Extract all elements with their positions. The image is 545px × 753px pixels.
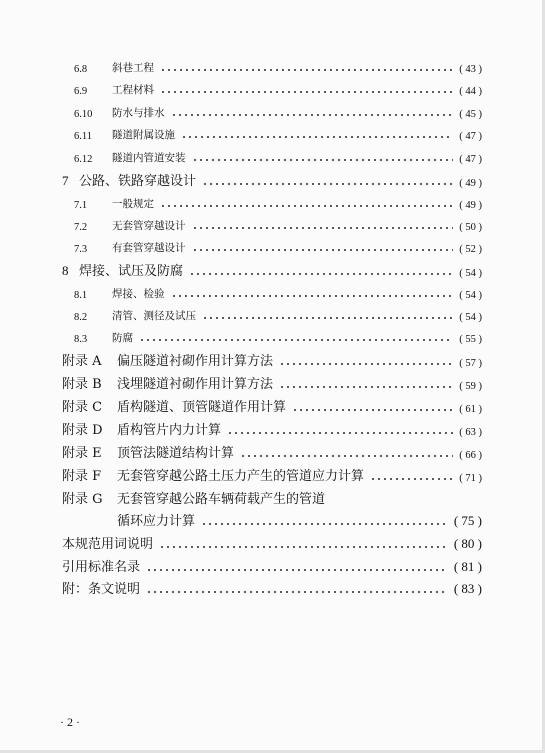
toc-appendix-entry[interactable] [62, 398, 482, 415]
toc-entry-continuation[interactable] [117, 512, 482, 529]
dot-leader [192, 227, 454, 229]
toc-page-number: ( 66 ) [459, 450, 482, 461]
toc-appendix-entry[interactable] [62, 375, 482, 392]
toc-entry[interactable] [74, 287, 482, 301]
toc-appendix-entry[interactable] [62, 467, 482, 484]
toc-title: 引用标准名录 [62, 560, 141, 575]
toc-number: 8.1 [74, 290, 88, 301]
dot-leader [192, 159, 454, 161]
dot-leader [171, 114, 454, 116]
toc-title: 斜巷工程 [112, 62, 154, 74]
toc-entry[interactable] [74, 309, 482, 323]
dot-leader [202, 317, 453, 319]
toc-title: 焊接、试压及防腐 [79, 264, 184, 279]
toc-title: 隧道内管道安装 [112, 152, 186, 164]
toc-appendix-entry[interactable] [62, 421, 482, 438]
toc-number: 7.1 [74, 200, 88, 211]
dot-leader [146, 569, 448, 571]
toc-number: 6.9 [74, 86, 88, 97]
toc-number: 8.2 [74, 312, 88, 323]
toc-title: 防腐 [112, 332, 133, 344]
toc-title: 循环应力计算 [117, 514, 196, 529]
toc-title: 浅埋隧道衬砌作用计算方法 [117, 377, 274, 392]
toc-number: 7.3 [74, 244, 88, 255]
toc-title: 顶管法隧道结构计算 [117, 446, 235, 461]
toc-title: 盾构管片内力计算 [117, 423, 222, 438]
toc-page-number: ( 61 ) [459, 404, 482, 415]
toc-title: 工程材料 [112, 84, 154, 96]
toc-title: 清管、测径及试压 [112, 310, 196, 322]
toc-page-number: ( 50 ) [459, 222, 482, 233]
toc-entry[interactable] [74, 61, 482, 75]
toc-title: 无套管穿越设计 [112, 220, 186, 232]
toc-title: 本规范用词说明 [62, 537, 154, 552]
toc-page-number: ( 71 ) [459, 473, 482, 484]
toc-page-number: ( 54 ) [459, 268, 482, 279]
dot-leader [370, 478, 453, 480]
toc-entry[interactable] [74, 197, 482, 211]
toc-title: 附：条文说明 [62, 582, 141, 597]
toc-entry[interactable] [74, 128, 482, 142]
toc-number: 附录 E [62, 446, 102, 461]
toc-entry[interactable] [74, 331, 482, 345]
toc-entry[interactable] [62, 580, 482, 597]
toc-title: 焊接、检验 [112, 288, 165, 300]
toc-page-number: ( 52 ) [459, 244, 482, 255]
toc-title: 无套管穿越公路土压力产生的管道应力计算 [117, 469, 365, 484]
toc-title: 盾构隧道、顶管隧道作用计算 [117, 400, 287, 415]
toc-number: 7 [62, 173, 69, 188]
toc-number: 附录 G [62, 492, 103, 507]
toc-page-number: ( 45 ) [459, 109, 482, 120]
dot-leader [279, 386, 453, 388]
toc-page-number: ( 59 ) [459, 381, 482, 392]
toc-page-number: ( 47 ) [459, 154, 482, 165]
toc-page-number: ( 63 ) [459, 427, 482, 438]
toc-entry[interactable] [74, 151, 482, 165]
toc-appendix-entry[interactable] [62, 444, 482, 461]
toc-title: 无套管穿越公路车辆荷载产生的管道 [117, 492, 326, 507]
dot-leader [171, 295, 454, 297]
toc-title: 一般规定 [112, 198, 154, 210]
dot-leader [181, 136, 453, 138]
dot-leader [139, 339, 453, 341]
toc-number: 附录 B [62, 377, 102, 392]
toc-page-number: ( 43 ) [459, 64, 482, 75]
dot-leader [160, 69, 453, 71]
toc-appendix-entry[interactable] [62, 490, 482, 507]
toc-page-number: ( 75 ) [453, 513, 482, 528]
toc-page-number: ( 55 ) [459, 334, 482, 345]
dot-leader [192, 249, 454, 251]
toc-page-number: ( 49 ) [459, 200, 482, 211]
toc-entry[interactable] [74, 241, 482, 255]
toc-title: 防水与排水 [112, 107, 165, 119]
dot-leader [159, 546, 448, 548]
toc-page-number: ( 57 ) [459, 358, 482, 369]
toc-number: 附录 F [62, 469, 102, 484]
toc-entry[interactable] [74, 83, 482, 97]
toc-entry[interactable] [62, 558, 482, 575]
toc-number: 附录 C [62, 400, 103, 415]
toc-number: 附录 D [62, 423, 103, 438]
toc-page-number: ( 80 ) [453, 536, 482, 551]
dot-leader [146, 591, 448, 593]
toc-number: 6.11 [74, 131, 92, 142]
toc-title: 公路、铁路穿越设计 [79, 174, 197, 189]
toc-entry[interactable] [74, 106, 482, 120]
dot-leader [202, 183, 453, 185]
toc-page-number: ( 83 ) [453, 581, 482, 596]
toc-page-number: ( 44 ) [459, 86, 482, 97]
dot-leader [189, 273, 453, 275]
toc-title: 隧道附属设施 [112, 129, 175, 141]
toc-number: 8 [62, 263, 69, 278]
dot-leader [160, 91, 453, 93]
toc-page-number: ( 47 ) [459, 131, 482, 142]
toc-entry[interactable] [74, 219, 482, 233]
dot-leader [227, 432, 453, 434]
dot-leader [240, 455, 453, 457]
toc-number: 6.8 [74, 64, 88, 75]
toc-entry[interactable] [62, 535, 482, 552]
dot-leader [201, 523, 448, 525]
toc-number: 6.10 [74, 109, 93, 120]
toc-page-number: ( 54 ) [459, 290, 482, 301]
toc-title: 偏压隧道衬砌作用计算方法 [117, 354, 274, 369]
toc-page-number: ( 49 ) [459, 178, 482, 189]
toc-chapter-entry[interactable] [62, 172, 482, 189]
toc-chapter-entry[interactable] [62, 262, 482, 279]
toc-appendix-entry[interactable] [62, 352, 482, 369]
toc-number: 8.3 [74, 334, 88, 345]
toc-number: 6.12 [74, 154, 93, 165]
toc-page-number: ( 54 ) [459, 312, 482, 323]
dot-leader [160, 205, 453, 207]
dot-leader [279, 363, 453, 365]
page-number-footer: · 2 · [60, 715, 80, 729]
toc-number: 附录 A [62, 354, 102, 369]
dot-leader [292, 409, 453, 411]
toc-number: 7.2 [74, 222, 88, 233]
toc-title: 有套管穿越设计 [112, 242, 186, 254]
toc-page-number: ( 81 ) [453, 559, 482, 574]
